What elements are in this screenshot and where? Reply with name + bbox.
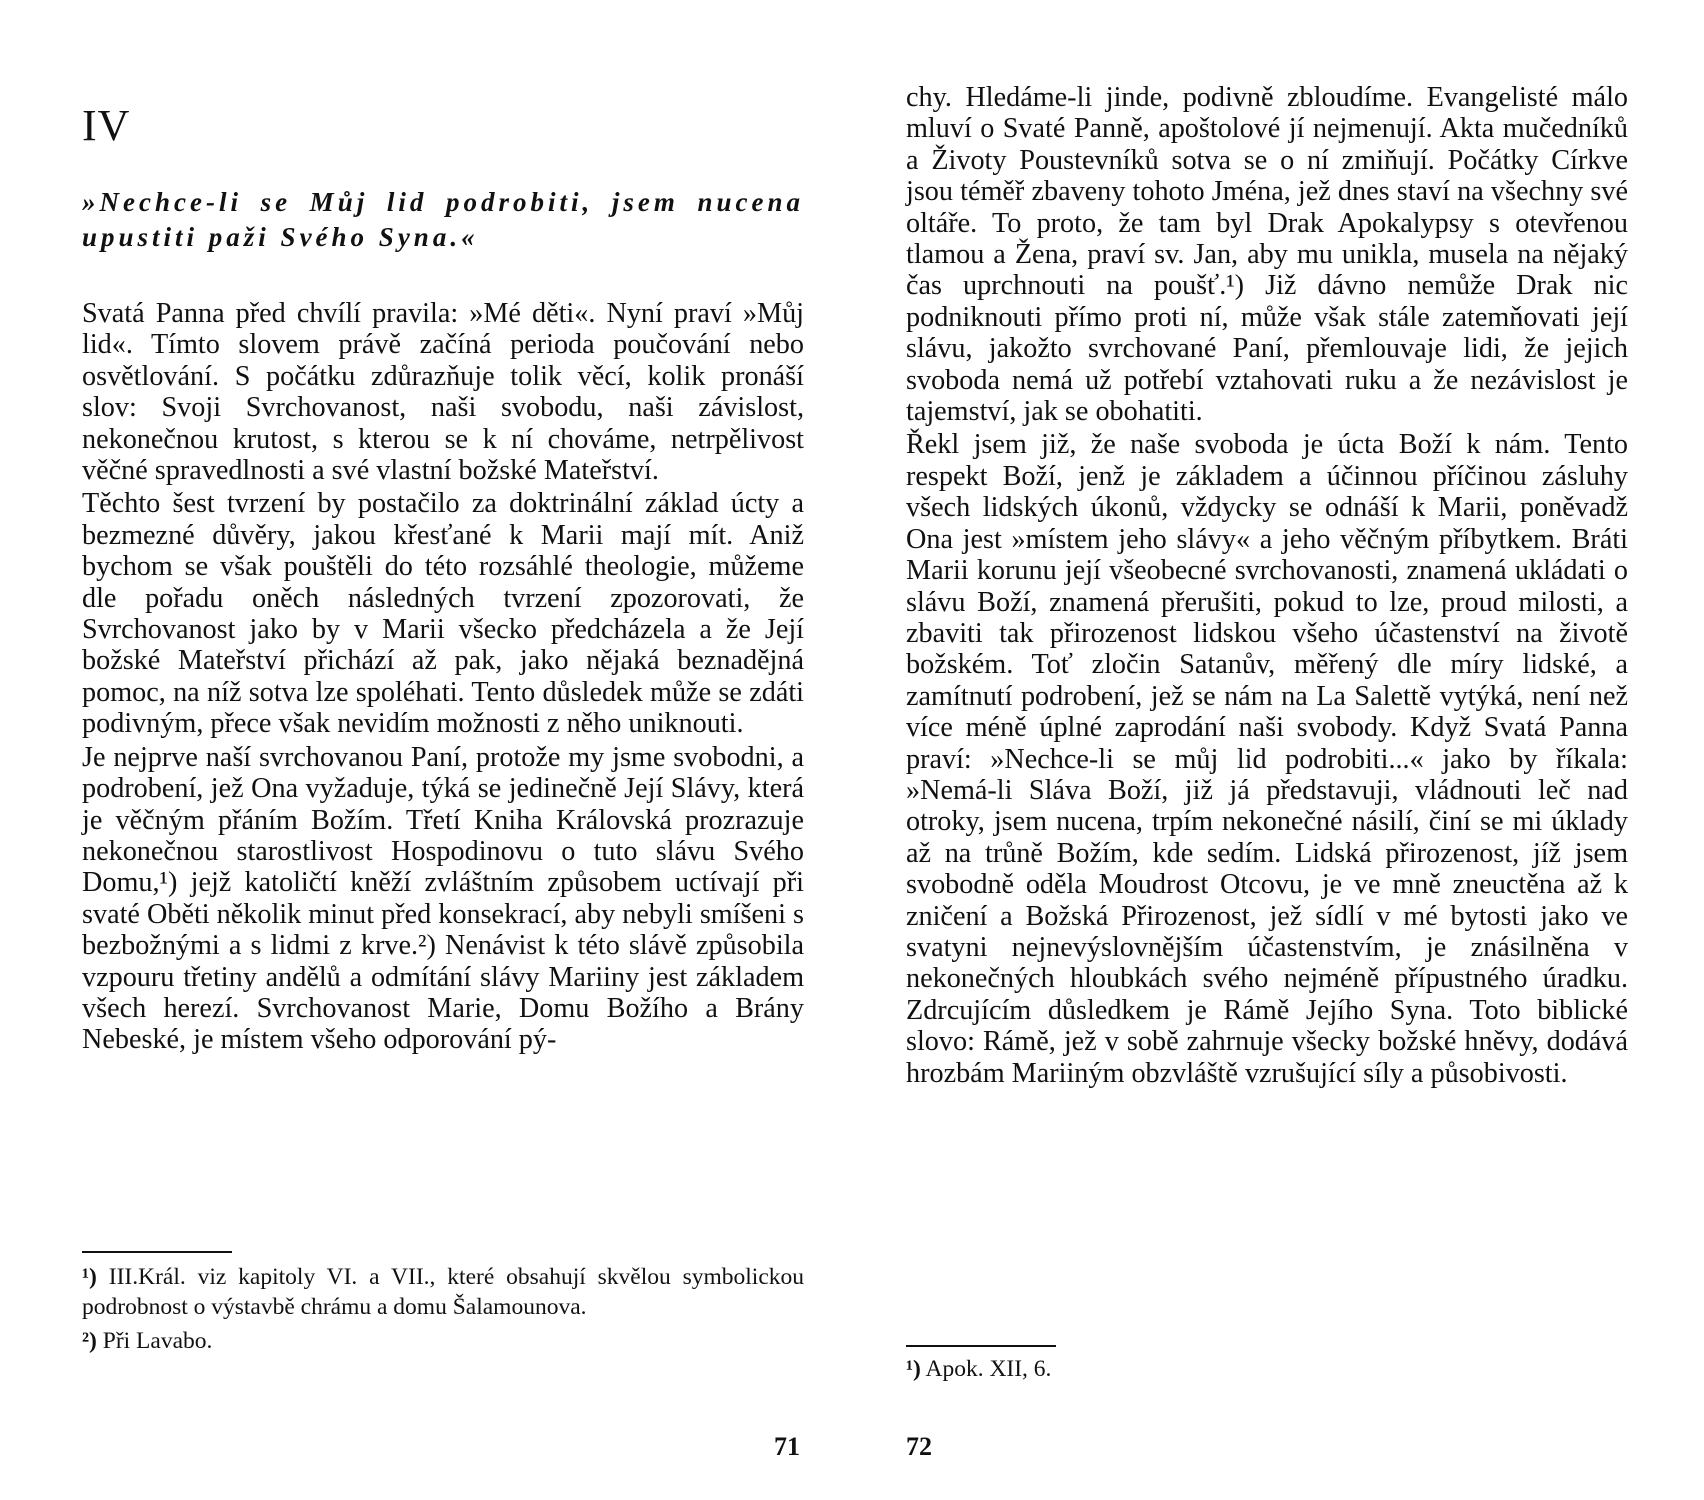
paragraph: Je nejprve naší svrchovanou Paní, protože my jsme svobodni, a podrobení, jež Ona vyžaduje, týká se jedinečně Její Slávy, která je věčným přáním Božím. Třetí Kniha Královská prozrazuje nekonečnou starostlivost Hospodinovu o tuto slávu Svého Domu,¹) jejž katoličtí kněží zvláštním způsobem uctívají při svaté Oběti několik minut před konsekrací, aby nebyli smíšeni s bezbožnými a s lidmi z krve.²) Nenávist k této slávě způsobila vzpouru třetiny andělů a odmítání slávy Mariiny jest základem všech herezí. Svrchovanost Marie, Domu Božího a Brány Nebeské, je místem všeho odporování pý- — [82, 741, 804, 1056]
left-footnotes — [82, 1262, 804, 1356]
chapter-number: IV — [82, 101, 131, 150]
right-body-text — [906, 82, 1628, 1089]
footnote-text: Při Lavabo. — [102, 1328, 213, 1354]
paragraph: Řekl jsem již, že naše svoboda je úcta Boží k nám. Tento respekt Boží, jenž je základem a účinnou příčinou zásluhy všech lidských úkonů, vždycky se odnáší k Marii, poněvadž Ona jest »místem jeho slávy« a jeho věčným příbytkem. Bráti Marii korunu její všeobecné svrchovanosti, znamená ukládati o slávu Boží, znamená přerušiti, pokud to lze, proud milosti, a zbaviti tak přirozenost lidskou všeho účastenství na životě božském. Toť zločin Satanův, měřený dle míry lidské, a zamítnutí podrobení, jež se nám na La Salettě vytýká, není než více méně úplné zaprodání naši svobody. Když Svatá Panna praví: »Nechce-li se můj lid podrobiti...« jako by říkala: »Nemá-li Sláva Boží, již já představuji, vládnouti leč nad otroky, jsem nucena, trpím nekonečné násilí, činí se mi úklady až na trůně Božím, kde sedím. Lidská přirozenost, jíž jsem svobodně oděla Moudrost Otcovu, je ve mně zneuctěna až k zničení a Božská Přirozenost, jež sídlí v mé bytosti jako ve svatyni nejnevýslovnějším účastenstvím, je znásilněna v nekonečných hloubkách svého nejméně přípustného úradku. Zdrcujícím důsledkem je Rámě Jejího Syna. Toto biblické slovo: Rámě, jež v sobě zahrnuje všecky božské hněvy, dodává hrozbám Mariiným obzvláště vzrušující síly a působivosti. — [906, 429, 1628, 1089]
right-page — [906, 0, 1628, 1500]
footnote-mark: ²) — [82, 1328, 97, 1354]
page-number: 72 — [906, 1432, 932, 1461]
paragraph: chy. Hledáme-li jinde, podivně zbloudíme. Evangelisté málo mluví o Svaté Panně, apoštolové jí nejmenují. Akta mučedníků a Životy Poustevníků sotva se o ní zmiňují. Počátky Církve jsou téměř zbaveny tohoto Jména, jež dnes staví na všechny své oltáře. To proto, že tam byl Drak Apokalypsy s otevřenou tlamou a Žena, praví sv. Jan, aby mu unikla, musela na nějaký čas uprchnouti na poušť.¹) Již dávno nemůže Drak nic podniknouti přímo proti ní, může však stále zatemňovati její slávu, jakožto svrchované Paní, přemlouvaje lidi, že jejich svoboda nemá už potřebí vztahovati ruku a že nezávislost je tajemství, jak se obohatiti. — [906, 82, 1628, 428]
chapter-epigraph: »Nechce-li se Můj lid podrobiti, jsem nucena upustiti paži Svého Syna.« — [82, 187, 804, 252]
footnote — [82, 1326, 804, 1356]
footnote-divider — [82, 1251, 232, 1253]
footnote-text: Apok. XII, 6. — [925, 1356, 1052, 1382]
paragraph: Svatá Panna před chvílí pravila: »Mé děti«. Nyní praví »Můj lid«. Tímto slovem právě začíná perioda poučování nebo osvětlování. S počátku zdůrazňuje tolik věcí, kolik pronáší slov: Svoji Svrchovanost, naši svobodu, naši závislost, nekonečnou krutost, s kterou se k ní chováme, netrpělivost věčné spravedlnosti a své vlastní božské Mateřství. — [82, 298, 804, 487]
footnote — [906, 1354, 1628, 1384]
footnote-text: III.Král. viz kapitoly VI. a VII., které obsahují skvělou symbolickou podrobnost o výstavbě chrámu a domu Šalamounova. — [82, 1264, 805, 1320]
footnote — [82, 1262, 804, 1322]
right-footnotes — [906, 1354, 1628, 1384]
left-page — [82, 0, 804, 1500]
page-number: 71 — [774, 1432, 800, 1461]
footnote-mark: ¹) — [82, 1264, 97, 1290]
footnote-divider — [906, 1345, 1056, 1347]
left-body-text — [82, 298, 804, 1056]
paragraph: Těchto šest tvrzení by postačilo za doktrinální základ úcty a bezmezné důvěry, jakou křesťané k Marii mají mít. Aniž bychom se však pouštěli do této rozsáhlé theologie, můžeme dle pořadu oněch následných tvrzení zpozorovati, že Svrchovanost jako by v Marii všecko předcházela a že Její božské Mateřství přichází až pak, jako nějaká beznadějná pomoc, na níž sotva lze spoléhati. Tento důsledek může se zdáti podivným, přece však nevidím možnosti z něho uniknouti. — [82, 488, 804, 740]
footnote-mark: ¹) — [906, 1356, 921, 1382]
